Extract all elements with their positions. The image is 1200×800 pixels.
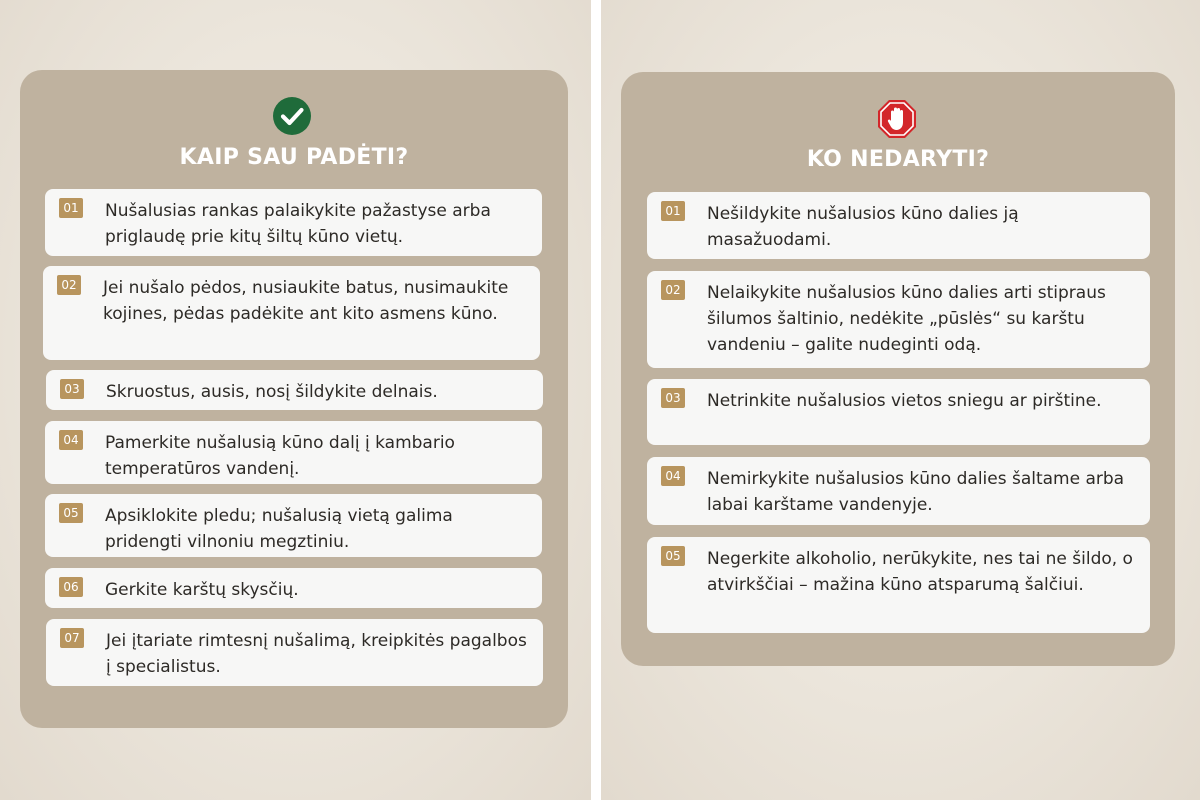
list-item bbox=[647, 192, 1150, 259]
item-number-badge: 05 bbox=[59, 503, 83, 523]
item-text: Nelaikykite nušalusios kūno dalies arti stipraus šilumos šaltinio, nedėkite „pūslės“ su karštu vandeniu – galite nudeginti odą. bbox=[707, 283, 1106, 355]
item-text: Gerkite karštų skysčių. bbox=[105, 580, 299, 600]
list-item bbox=[45, 568, 542, 608]
item-number-badge: 02 bbox=[57, 275, 81, 295]
list-item bbox=[46, 619, 543, 686]
item-number-badge: 06 bbox=[59, 577, 83, 597]
list-item bbox=[43, 266, 540, 360]
list-item bbox=[647, 537, 1150, 633]
item-text: Pamerkite nušalusią kūno dalį į kambario temperatūros vandenį. bbox=[105, 433, 455, 479]
item-number-badge: 04 bbox=[661, 466, 685, 486]
item-number-badge: 04 bbox=[59, 430, 83, 450]
item-text: Nemirkykite nušalusios kūno dalies šaltame arba labai karštame vandenyje. bbox=[707, 469, 1125, 515]
list-item bbox=[45, 421, 542, 484]
list-item bbox=[647, 457, 1150, 525]
item-number-badge: 01 bbox=[661, 201, 685, 221]
stop-hand-icon bbox=[877, 99, 917, 139]
check-circle-icon bbox=[273, 97, 311, 135]
list-item bbox=[647, 271, 1150, 368]
list-item bbox=[45, 189, 542, 256]
dos-title: KAIP SAU PADĖTI? bbox=[179, 145, 409, 170]
item-number-badge: 03 bbox=[60, 379, 84, 399]
item-number-badge: 01 bbox=[59, 198, 83, 218]
item-number-badge: 05 bbox=[661, 546, 685, 566]
list-item bbox=[647, 379, 1150, 445]
item-text: Nešildykite nušalusios kūno dalies ją masažuodami. bbox=[707, 204, 1019, 250]
item-number-badge: 07 bbox=[60, 628, 84, 648]
item-number-badge: 02 bbox=[661, 280, 685, 300]
item-text: Jei nušalo pėdos, nusiaukite batus, nusimaukite kojines, pėdas padėkite ant kito asmens kūno. bbox=[103, 278, 509, 324]
item-text: Negerkite alkoholio, nerūkykite, nes tai ne šildo, o atvirkščiai – mažina kūno atsparumą šalčiui. bbox=[707, 549, 1133, 595]
item-number-badge: 03 bbox=[661, 388, 685, 408]
list-item bbox=[45, 494, 542, 557]
item-text: Jei įtariate rimtesnį nušalimą, kreipkitės pagalbos į specialistus. bbox=[106, 631, 527, 677]
item-text: Nušalusias rankas palaikykite pažastyse arba priglaudę prie kitų šiltų kūno vietų. bbox=[105, 201, 491, 247]
item-text: Skruostus, ausis, nosį šildykite delnais. bbox=[106, 382, 438, 402]
item-text: Netrinkite nušalusios vietos sniegu ar pirštine. bbox=[707, 391, 1102, 411]
list-item bbox=[46, 370, 543, 410]
item-text: Apsiklokite pledu; nušalusią vietą galima pridengti vilnoniu megztiniu. bbox=[105, 506, 453, 552]
donts-title: KO NEDARYTI? bbox=[806, 147, 990, 172]
